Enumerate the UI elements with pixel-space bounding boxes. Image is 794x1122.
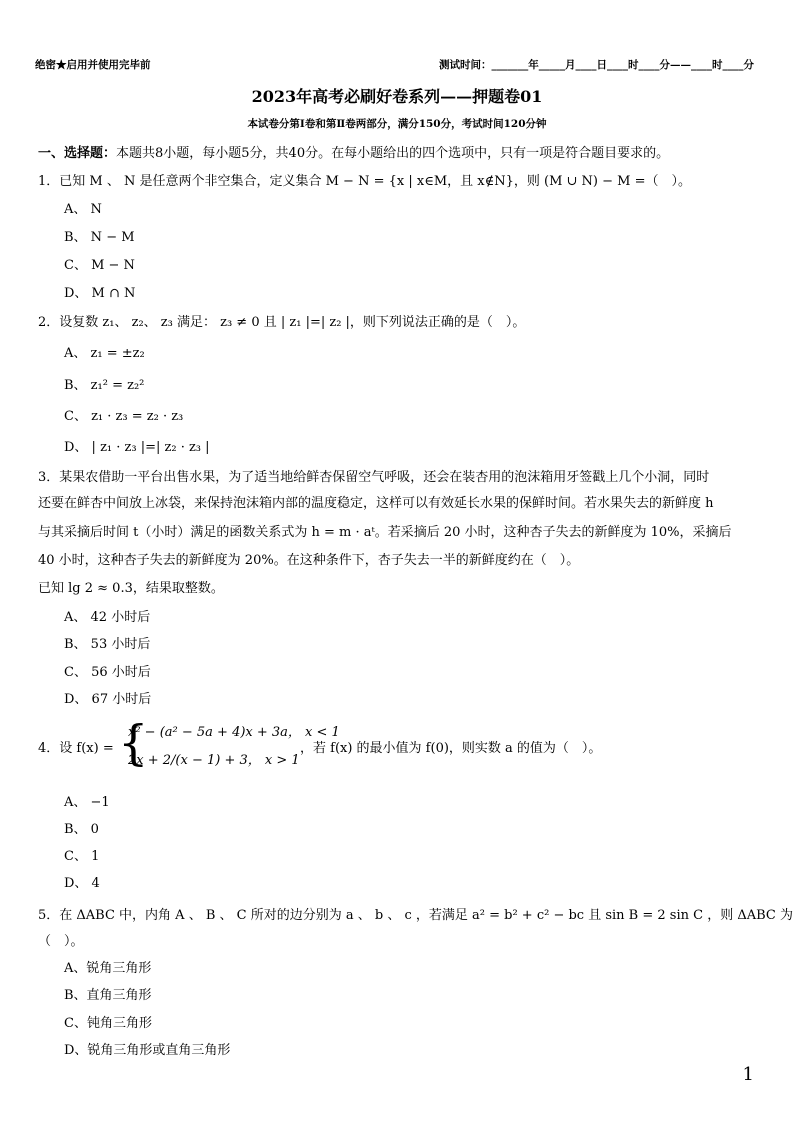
q1-stem: 1．已知 M 、 N 是任意两个非空集合，定义集合 M − N = {x | x∈M，且 x∉N}，则 (M ∪ N) − M =（ ）。 [38, 174, 691, 189]
q4-case-1: x² − (a² − 5a + 4)x + 3a， x < 1 [128, 725, 340, 740]
q2-option-a: A、 z₁ = ±z₂ [64, 346, 145, 361]
q4-case-2: 2x + 2/(x − 1) + 3， x > 1 [128, 753, 300, 768]
q3-line-3: 与其采摘后时间 t（小时）满足的函数关系式为 h = m · aᵗ。若采摘后 20 小时，这种杏子失去的新鲜度为 10%，采摘后 [38, 525, 732, 540]
q2-option-d: D、 | z₁ · z₃ |=| z₂ · z₃ | [64, 440, 210, 455]
q5-line-2: （ ）。 [38, 934, 84, 949]
section-heading: 一、选择题： [38, 146, 117, 161]
q3-option-a: A、 42 小时后 [64, 610, 151, 625]
q3-line-2: 还要在鲜杏中间放上冰袋，来保持泡沫箱内部的温度稳定，这样可以有效延长水果的保鲜时间。若水果失去的新鲜度 h [38, 496, 714, 511]
q2-option-c: C、 z₁ · z₃ = z₂ · z₃ [64, 409, 184, 424]
page-number: 1 [742, 1064, 754, 1085]
q3-line-4: 40 小时，这种杏子失去的新鲜度为 20%。在这种条件下，杏子失去一半的新鲜度约在（ ）。 [38, 553, 580, 568]
q3-option-c: C、 56 小时后 [64, 665, 151, 680]
q2-stem: 2．设复数 z₁、 z₂、 z₃ 满足： z₃ ≠ 0 且 | z₁ |=| z₂ |，则下列说法正确的是（ ）。 [38, 315, 526, 330]
q5-line-1: 5．在 ΔABC 中，内角 A 、 B 、 C 所对的边分别为 a 、 b 、 c ，若满足 a² = b² + c² − bc 且 sin B = 2 sin C ，则 ΔABC 为 [38, 908, 793, 923]
piecewise-brace: { [118, 715, 149, 771]
q4-option-a: A、 −1 [64, 795, 110, 810]
q1-option-b: B、 N − M [64, 230, 135, 245]
q4-suffix: ，若 f(x) 的最小值为 f(0)，则实数 a 的值为（ ）。 [300, 741, 602, 756]
q4-option-b: B、 0 [64, 822, 99, 837]
q3-option-d: D、 67 小时后 [64, 692, 152, 707]
q3-line-1: 3．某果农借助一平台出售水果，为了适当地给鲜杏保留空气呼吸，还会在装杏用的泡沫箱用牙签戳上几个小洞，同时 [38, 470, 710, 485]
q1-option-a: A、 N [64, 202, 102, 217]
section-text: 本题共8小题，每小题5分，共40分。在每小题给出的四个选项中，只有一项是符合题目要求的。 [116, 146, 670, 161]
test-time-field: 测试时间：_______年_____月____日____时____分——____时____分 [439, 59, 754, 71]
page-subtitle: 本试卷分第Ⅰ卷和第Ⅱ卷两部分，满分150分，考试时间120分钟 [247, 118, 547, 130]
q5-option-d: D、锐角三角形或直角三角形 [64, 1043, 231, 1058]
q3-option-b: B、 53 小时后 [64, 637, 151, 652]
q5-option-a: A、锐角三角形 [64, 961, 152, 976]
confidential-label: 绝密★启用并使用完毕前 [35, 59, 151, 71]
q1-option-c: C、 M − N [64, 258, 135, 273]
q4-prefix: 4．设 f(x) = [38, 741, 114, 756]
q3-line-5: 已知 lg 2 ≈ 0.3，结果取整数。 [38, 581, 224, 596]
section-intro [38, 142, 669, 161]
q4-option-d: D、 4 [64, 876, 100, 891]
q1-option-d: D、 M ∩ N [64, 286, 136, 301]
q5-option-b: B、直角三角形 [64, 988, 152, 1003]
q4-option-c: C、 1 [64, 849, 100, 864]
q5-option-c: C、钝角三角形 [64, 1016, 152, 1031]
q4-stem [38, 717, 778, 773]
q2-option-b: B、 z₁² = z₂² [64, 378, 145, 393]
page-title: 2023年高考必刷好卷系列——押题卷01 [251, 87, 543, 106]
